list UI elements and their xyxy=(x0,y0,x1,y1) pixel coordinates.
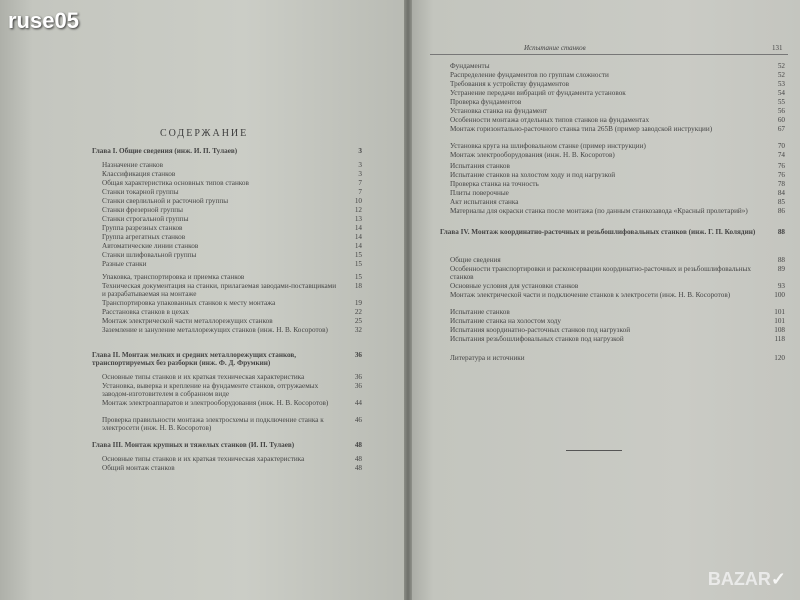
toc-entry-page: 18 xyxy=(354,282,362,290)
toc-entry-label: Станки шлифовальной группы xyxy=(102,251,197,259)
toc-entry-label: Монтаж электроаппаратов и электрооборудования (инж. Н. В. Косоротов) xyxy=(102,399,329,407)
toc-entry-page: 70 xyxy=(777,142,785,150)
toc-entry-page: 7 xyxy=(358,188,362,196)
toc-entry-page: 19 xyxy=(354,299,362,307)
toc-entry-label: Станки токарной группы xyxy=(102,188,179,196)
toc-entry-page: 60 xyxy=(777,116,785,124)
toc-entry xyxy=(450,256,785,264)
toc-entry xyxy=(102,382,362,398)
toc-entry-label: Станки строгальной группы xyxy=(102,215,189,223)
toc-entry-page: 46 xyxy=(354,416,362,424)
toc-entry-label: Глава III. Монтаж крупных и тяжелых станков (И. П. Тулаев) xyxy=(92,441,295,449)
toc-entry xyxy=(450,354,785,362)
toc-entry-page: 3 xyxy=(358,161,362,169)
toc-entry-page: 88 xyxy=(777,256,785,264)
toc-entry xyxy=(92,147,362,155)
toc-entry-page: 15 xyxy=(354,260,362,268)
toc-entry xyxy=(450,62,785,70)
toc-entry xyxy=(102,373,362,381)
toc-entry-label: Испытание станка на холостом ходу xyxy=(450,317,561,325)
header-rule xyxy=(430,54,788,55)
toc-entry-label: Группа агрегатных станков xyxy=(102,233,186,241)
toc-entry xyxy=(450,207,785,215)
toc-entry xyxy=(450,291,785,299)
toc-entry-label: Назначение станков xyxy=(102,161,164,169)
toc-entry xyxy=(450,198,785,206)
toc-entry-label: Проверка фундаментов xyxy=(450,98,522,106)
toc-entry xyxy=(450,98,785,106)
toc-entry xyxy=(102,224,362,232)
toc-entry-label: Глава IV. Монтаж координатно-расточных и резьбошлифовальных станков (инж. Г. П. Колядин) xyxy=(440,228,756,236)
toc-entry xyxy=(450,142,785,150)
toc-entry-label: Особенности транспортировки и расконсервации координатно-расточных и резьбошлифовальных станков xyxy=(450,265,751,281)
toc-entry xyxy=(102,455,362,463)
toc-entry-page: 67 xyxy=(777,125,785,133)
toc-entry xyxy=(450,162,785,170)
checkmark-icon: ✓ xyxy=(770,569,786,589)
toc-entry-page: 36 xyxy=(354,382,362,390)
toc-entry-page: 52 xyxy=(777,62,785,70)
toc-entry-label: Проверка станка на точность xyxy=(450,180,539,188)
toc-entry xyxy=(450,335,785,343)
toc-entry-label: Автоматические линии станков xyxy=(102,242,199,250)
toc-entry-label: Транспортировка упакованных станков к месту монтажа xyxy=(102,299,276,307)
toc-entry-page: 14 xyxy=(354,233,362,241)
toc-entry-label: Испытания станков xyxy=(450,162,510,170)
toc-entry xyxy=(440,228,785,236)
toc-entry-page: 22 xyxy=(354,308,362,316)
toc-entry-label: Особенности монтажа отдельных типов станков на фундаментах xyxy=(450,116,650,124)
toc-entry xyxy=(102,282,362,298)
toc-entry-page: 101 xyxy=(774,317,785,325)
toc-entry-page: 74 xyxy=(777,151,785,159)
toc-entry xyxy=(92,441,362,449)
toc-entry-page: 15 xyxy=(354,251,362,259)
toc-entry xyxy=(102,308,362,316)
toc-entry xyxy=(102,399,362,407)
toc-entry xyxy=(102,188,362,196)
toc-entry-page: 78 xyxy=(777,180,785,188)
toc-entry-label: Устранение передачи вибраций от фундамента установок xyxy=(450,89,626,97)
toc-entry-label: Заземление и зануление металлорежущих станков (инж. Н. В. Косоротов) xyxy=(102,326,328,334)
toc-entry-page: 56 xyxy=(777,107,785,115)
toc-entry xyxy=(450,171,785,179)
toc-entry-page: 36 xyxy=(354,373,362,381)
toc-entry xyxy=(450,317,785,325)
toc-entry xyxy=(450,326,785,334)
toc-entry-page: 120 xyxy=(774,354,785,362)
toc-entry-label: Глава II. Монтаж мелких и средних металлорежущих станков, транспортируемых без разборки (инж. Ф. Д. Фрумкин) xyxy=(92,351,297,367)
toc-entry-label: Установка, выверка и крепление на фундаменте станков, отгружаемых заводом-изготовителем в собранном виде xyxy=(102,382,319,398)
toc-entry-label: Распределение фундаментов по группам сложности xyxy=(450,71,609,79)
toc-entry-page: 7 xyxy=(358,179,362,187)
toc-entry-page: 84 xyxy=(777,189,785,197)
toc-entry xyxy=(450,116,785,124)
toc-entry xyxy=(450,80,785,88)
toc-entry-label: Станки фрезерной группы xyxy=(102,206,183,214)
toc-entry-label: Монтаж горизонтально-расточного станка типа 265В (пример заводской инструкции) xyxy=(450,125,713,133)
toc-entry-page: 10 xyxy=(354,197,362,205)
toc-entry-page: 32 xyxy=(354,326,362,334)
toc-entry-label: Расстановка станков в цехах xyxy=(102,308,189,316)
toc-entry xyxy=(450,308,785,316)
toc-entry-label: Литература и источники xyxy=(450,354,525,362)
toc-entry-page: 93 xyxy=(777,282,785,290)
toc-entry-label: Установка круга на шлифовальном станке (пример инструкции) xyxy=(450,142,646,150)
toc-entry xyxy=(102,416,362,432)
toc-entry-label: Испытание станков xyxy=(450,308,510,316)
toc-entry xyxy=(102,242,362,250)
logo-text: BAZAR xyxy=(707,569,771,589)
toc-entry xyxy=(102,317,362,325)
separator-line xyxy=(566,450,622,451)
toc-entry-page: 3 xyxy=(358,147,362,155)
toc-entry xyxy=(450,265,785,281)
toc-entry-page: 13 xyxy=(354,215,362,223)
toc-entry-label: Испытания резьбошлифовальных станков под нагрузкой xyxy=(450,335,624,343)
toc-entry-page: 86 xyxy=(777,207,785,215)
toc-entry-page: 48 xyxy=(354,455,362,463)
toc-entry-page: 36 xyxy=(354,351,362,359)
book-spine xyxy=(404,0,412,600)
toc-entry-label: Техническая документация на станки, прилагаемая заводами-поставщиками и разрабатываемая на монтаже xyxy=(102,282,337,298)
toc-entry-label: Разные станки xyxy=(102,260,147,268)
toc-entry xyxy=(450,189,785,197)
toc-entry-label: Основные условия для установки станков xyxy=(450,282,579,290)
toc-entry xyxy=(102,206,362,214)
toc-entry-page: 54 xyxy=(777,89,785,97)
toc-entry xyxy=(102,233,362,241)
toc-entry-page: 53 xyxy=(777,80,785,88)
toc-entry xyxy=(102,273,362,281)
toc-entry-page: 76 xyxy=(777,162,785,170)
toc-entry-page: 25 xyxy=(354,317,362,325)
toc-entry-page: 14 xyxy=(354,242,362,250)
toc-entry xyxy=(102,197,362,205)
toc-entry-label: Основные типы станков и их краткая техническая характеристика xyxy=(102,373,305,381)
toc-entry-label: Проверка правильности монтажа электросхемы и подключение станка к электросети (инж. Н. В. Косоротов) xyxy=(102,416,324,432)
toc-entry-label: Фундаменты xyxy=(450,62,490,70)
toc-entry-page: 55 xyxy=(777,98,785,106)
toc-entry xyxy=(92,351,362,367)
toc-entry-page: 52 xyxy=(777,71,785,79)
toc-entry xyxy=(102,464,362,472)
toc-entry xyxy=(450,89,785,97)
toc-entry-page: 89 xyxy=(777,265,785,273)
toc-entry-page: 48 xyxy=(354,441,362,449)
toc-entry-page: 44 xyxy=(354,399,362,407)
toc-entry-label: Акт испытания станка xyxy=(450,198,519,206)
toc-entry-label: Монтаж электрической части и подключение станков к электросети (инж. Н. В. Косоротов) xyxy=(450,291,731,299)
toc-entry xyxy=(450,180,785,188)
toc-entry-label: Упаковка, транспортировка и приемка станков xyxy=(102,273,245,281)
toc-entry-page: 14 xyxy=(354,224,362,232)
toc-entry-page: 12 xyxy=(354,206,362,214)
toc-entry xyxy=(102,170,362,178)
toc-entry xyxy=(102,251,362,259)
toc-entry-page: 85 xyxy=(777,198,785,206)
toc-entry-label: Требования к устройству фундаментов xyxy=(450,80,570,88)
toc-entry xyxy=(450,125,785,133)
toc-entry-page: 118 xyxy=(774,335,785,343)
toc-entry xyxy=(102,179,362,187)
page-number: 131 xyxy=(772,44,783,52)
toc-entry-label: Материалы для окраски станка после монтажа (по данным станкозавода «Красный пролетарий») xyxy=(450,207,748,215)
toc-entry-page: 3 xyxy=(358,170,362,178)
toc-entry xyxy=(102,326,362,334)
toc-entry-label: Общие сведения xyxy=(450,256,501,264)
toc-entry-label: Общий монтаж станков xyxy=(102,464,175,472)
toc-entry-label: Станки сверлильной и расточной группы xyxy=(102,197,229,205)
toc-entry xyxy=(450,107,785,115)
toc-entry-page: 88 xyxy=(777,228,785,236)
toc-entry-page: 101 xyxy=(774,308,785,316)
toc-entry-label: Монтаж электрической части металлорежущих станков xyxy=(102,317,273,325)
toc-entry xyxy=(450,151,785,159)
toc-entry-label: Общая характеристика основных типов станков xyxy=(102,179,249,187)
toc-entry-page: 15 xyxy=(354,273,362,281)
toc-entry-page: 48 xyxy=(354,464,362,472)
toc-entry xyxy=(450,71,785,79)
running-head: Испытание станков xyxy=(524,44,586,52)
toc-entry-label: Классификация станков xyxy=(102,170,176,178)
bazar-logo xyxy=(708,569,786,590)
toc-entry-label: Испытания координатно-расточных станков под нагрузкой xyxy=(450,326,631,334)
toc-entry-label: Испытание станков на холостом ходу и под нагрузкой xyxy=(450,171,616,179)
watermark-text: ruse05 xyxy=(8,8,79,33)
toc-entry-label: Группа разрезных станков xyxy=(102,224,183,232)
toc-entry xyxy=(102,215,362,223)
toc-entry-label: Глава I. Общие сведения (инж. И. П. Тулаев) xyxy=(92,147,238,155)
toc-entry xyxy=(450,282,785,290)
toc-entry-label: Основные типы станков и их краткая техническая характеристика xyxy=(102,455,305,463)
toc-entry-label: Плиты поверочные xyxy=(450,189,509,197)
toc-entry-page: 76 xyxy=(777,171,785,179)
toc-entry xyxy=(102,161,362,169)
toc-entry xyxy=(102,299,362,307)
toc-title: СОДЕРЖАНИЕ xyxy=(160,128,249,139)
toc-entry-label: Установка станка на фундамент xyxy=(450,107,548,115)
toc-entry-page: 108 xyxy=(774,326,785,334)
toc-entry-page: 100 xyxy=(774,291,785,299)
toc-entry xyxy=(102,260,362,268)
toc-entry-label: Монтаж электрооборудования (инж. Н. В. Косоротов) xyxy=(450,151,615,159)
